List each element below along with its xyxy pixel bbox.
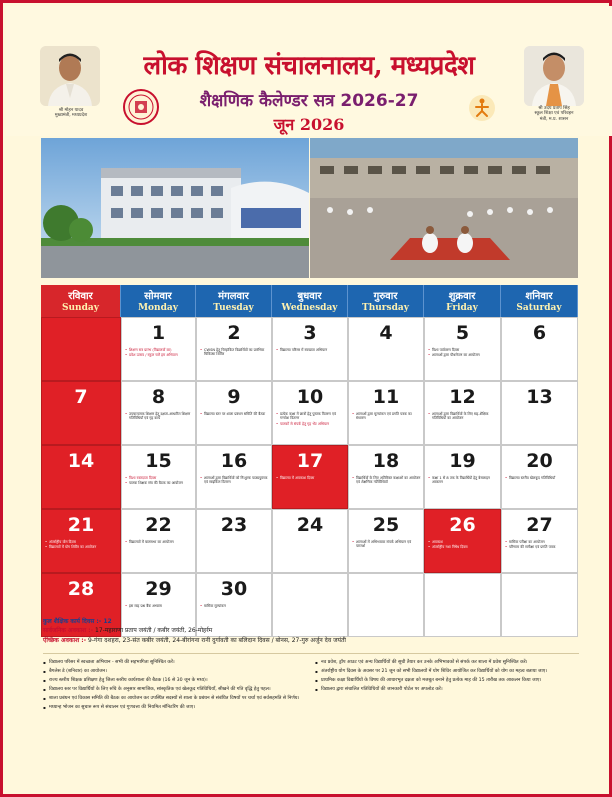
date-number: 22 [145, 514, 172, 536]
school-minister-portrait [524, 46, 584, 106]
day-header-saturday [501, 285, 578, 317]
date-number: 12 [449, 386, 476, 408]
date-cell-18[interactable] [348, 445, 424, 509]
date-number: 24 [296, 514, 324, 536]
event-item: • विश्व पर्यावरण दिवस [428, 348, 498, 352]
event-item: • शालाओं में अभिभावक संपर्क अभियान एवं परामर्श [352, 540, 421, 549]
date-cell-15[interactable] [121, 445, 196, 509]
event-item: • पालकों से संपर्क हेतु गृह भेंट अभियान [276, 422, 345, 426]
month-label: जून 2026 [273, 115, 345, 134]
event-list [276, 348, 345, 353]
event-item: • शिक्षण सत्र प्रारंभ (विद्यालयों का) [125, 348, 193, 352]
day-header-wednesday [272, 285, 348, 317]
date-number: 8 [151, 386, 166, 408]
school-building-photo [41, 138, 309, 278]
date-cell-3[interactable] [272, 317, 348, 381]
event-item: • CWSN हेतु चिन्हांकित विद्यार्थियों का प्रारंभिक चिकित्सा शिविर [200, 348, 269, 357]
date-number: 15 [145, 450, 172, 472]
event-list [352, 540, 421, 550]
summary-section [43, 617, 578, 645]
page-title: लोक शिक्षण संचालनालय, मध्यप्रदेश [143, 51, 475, 81]
date-number: 5 [455, 322, 470, 344]
event-item: • विद्यालय स्तर पर शाला प्रबंधन समिति की बैठक [200, 412, 269, 416]
optional-holidays-line [43, 636, 578, 645]
working-days-count: कुल शैक्षिक कार्य दिवस :- 12 [43, 618, 112, 625]
date-number: 4 [379, 322, 393, 344]
note-item: ▪ विद्यालय द्वारा संचालित गतिविधियों की जानकारी पोर्टल पर अपलोड करें। [315, 686, 577, 693]
date-cell-24[interactable] [272, 509, 348, 573]
public-holidays-line [43, 626, 578, 635]
date-cell-27[interactable] [501, 509, 578, 573]
note-item: ▪ बैगलेस डे (शनिवार) का आयोजन। [43, 668, 305, 675]
day-header-thursday [348, 285, 424, 317]
event-list [200, 604, 269, 609]
event-list [352, 412, 421, 422]
date-cell-5[interactable] [424, 317, 501, 381]
day-header-friday [424, 285, 501, 317]
date-cell-2[interactable] [196, 317, 272, 381]
date-number: 16 [220, 450, 248, 472]
date-number: 20 [526, 450, 553, 472]
event-item: • विद्यालय स्तरीय खेलकूद गतिविधियाँ [505, 476, 575, 480]
optional-holidays-text: 9-गंगा दशहरा, 23-संत कबीर जयंती, 24-बीरांगना रानी दुर्गावती का बलिदान दिवस / बोनस, 27-गुरु अर्जुन देव जयंती [88, 636, 346, 644]
event-item: • विद्यालय परिसर में स्वच्छता अभियान [276, 348, 345, 352]
date-cell-20[interactable] [501, 445, 578, 509]
date-cell-13[interactable] [501, 381, 578, 445]
page-header [6, 6, 612, 136]
event-item: • पालक शिक्षक संघ की बैठक का आयोजन [125, 481, 193, 485]
notes-section [43, 653, 579, 711]
event-item: • अंतर्राष्ट्रीय नशा निषेध दिवस [428, 545, 498, 549]
date-number: 17 [296, 450, 324, 472]
date-number: 7 [74, 386, 88, 408]
event-list [428, 540, 498, 551]
date-cell-19[interactable] [424, 445, 501, 509]
event-list [505, 476, 575, 481]
day-header-english: Monday [138, 303, 178, 313]
event-item: • परिणाम की समीक्षा एवं प्रगति पत्रक [505, 545, 575, 549]
day-header-hindi: सोमवार [144, 291, 172, 302]
date-cell-14[interactable] [41, 445, 121, 509]
day-header-hindi: गुरुवार [373, 291, 398, 302]
date-cell-26[interactable] [424, 509, 501, 573]
day-header-english: Thursday [362, 303, 409, 313]
event-list [45, 540, 118, 551]
date-cell-1[interactable] [121, 317, 196, 381]
date-cell-17[interactable] [272, 445, 348, 509]
note-item: ▪ मध्यान्ह भोजन का सुचारु रूप से संचालन एवं गुणवत्ता की नियमित मॉनिटरिंग की जाए। [43, 704, 305, 711]
event-list [352, 476, 421, 486]
notes-right-column [315, 659, 577, 695]
event-item: • प्रत्येक कक्षा में छात्रों हेतु पुस्तक वितरण एवं गणवेश वितरण [276, 412, 345, 421]
event-list [200, 348, 269, 358]
optional-holidays-label: ऐच्छिक अवकाश :- [43, 636, 87, 644]
event-list [125, 476, 193, 487]
day-header-hindi: रविवार [68, 291, 93, 302]
note-item: ▪ विद्यालय परिसर में स्वच्छता अभियान - सभी की सहभागिता सुनिश्चित करें। [43, 659, 305, 666]
date-cell-7[interactable] [41, 381, 121, 445]
note-item: ▪ शाला प्रबंधन एवं विकास समिति की बैठक का आयोजन कर उपस्थित सदस्यों से शाला के प्रबंधन से संबंधित विषयों पर चर्चा एवं सर्वसहमति से निर्णय। [43, 695, 305, 702]
date-number: 25 [372, 514, 400, 536]
event-list [125, 348, 193, 359]
date-number: 30 [220, 578, 248, 600]
date-cell-9[interactable] [196, 381, 272, 445]
event-item: • इस माह प्रश्न बैंक अभ्यास [125, 604, 193, 608]
date-number: 14 [67, 450, 95, 472]
note-item: ▪ विद्यालय स्तर पर विद्यार्थियों के लिए रुचि के अनुसार सामाजिक, सांस्कृतिक एवं खेलकूद गतिविधियाँ, सीखने की गति वृद्धि हेतु पहल। [43, 686, 305, 693]
event-item: • विद्यालयों में बालसभा का आयोजन [125, 540, 193, 544]
day-header-sunday [41, 285, 121, 317]
event-list [276, 476, 345, 481]
date-number: 29 [145, 578, 172, 600]
calendar-subtitle: शैक्षणिक कैलेण्डर सत्र 2026-27 [199, 91, 419, 111]
event-list [428, 412, 498, 422]
empty-date-cell [41, 317, 121, 381]
event-item: • अवकाश [428, 540, 498, 544]
date-number: 26 [449, 514, 476, 536]
date-number: 6 [532, 322, 547, 344]
date-number: 2 [227, 322, 241, 344]
event-item: • विश्व रक्तदाता दिवस [125, 476, 193, 480]
event-item: • शालाओं द्वारा विद्यार्थियों को निःशुल्क पाठ्यपुस्तक एवं साइकिल वितरण [200, 476, 269, 485]
date-number: 3 [303, 322, 317, 344]
date-number: 19 [449, 450, 476, 472]
event-item: • प्रवेश उत्सव / स्कूल चलें हम अभियान [125, 353, 193, 357]
date-cell-25[interactable] [348, 509, 424, 573]
notes-left-column [43, 659, 305, 713]
date-cell-10[interactable] [272, 381, 348, 445]
date-number: 21 [67, 514, 95, 536]
day-header-english: Sunday [62, 303, 99, 313]
day-header-hindi: शनिवार [525, 291, 553, 302]
event-item: • उपचारात्मक शिक्षण हेतु दक्षता-आधारित शिक्षण गतिविधियाँ एवं गृह कार्य [125, 412, 193, 421]
note-item: ▪ अंतर्राष्ट्रीय योग दिवस के अवसर पर 21 जून को सभी विद्यालयों में योग शिविर आयोजित कर विद्यार्थियों को योग का महत्व बताया जाए। [315, 668, 577, 675]
event-item: • विद्यालय में अवकाश दिवस [276, 476, 345, 480]
yoga-event-photo [310, 138, 578, 278]
date-number: 18 [372, 450, 400, 472]
event-list [276, 412, 345, 427]
date-cell-12[interactable] [424, 381, 501, 445]
date-cell-11[interactable] [348, 381, 424, 445]
event-item: • शालाओं द्वारा विद्यार्थियों के लिए सह-शैक्षिक गतिविधियों का आयोजन [428, 412, 498, 421]
event-list [428, 348, 498, 359]
date-cell-23[interactable] [196, 509, 272, 573]
day-header-hindi: शुक्रवार [448, 291, 476, 302]
date-cell-16[interactable] [196, 445, 272, 509]
public-holidays-text: 17-महाराणा प्रताप जयंती / कबीर जयंती, 26-मोहर्रम [95, 627, 213, 635]
date-number: 10 [296, 386, 324, 408]
date-cell-8[interactable] [121, 381, 196, 445]
date-number: 13 [526, 386, 553, 408]
day-header-tuesday [196, 285, 272, 317]
date-number: 23 [220, 514, 248, 536]
day-header-english: Wednesday [281, 303, 338, 313]
public-holidays-label: सार्वजनिक अवकाश :- [43, 627, 94, 635]
day-header-english: Tuesday [213, 303, 254, 313]
note-item: ▪ नव प्रवेश, ड्रॉप आउट एवं अन्य विद्यार्थियों की सूची तैयार कर उनके अभिभावकों से संपर्क कर शाला में प्रवेश सुनिश्चित करें। [315, 659, 577, 666]
event-list [200, 476, 269, 486]
note-item: ▪ राज्य स्तरीय शिक्षक प्रशिक्षण हेतु जिला स्तरीय कार्यशाला की बैठक (16 से 30 जून के मध्य)। [43, 677, 305, 684]
date-cell-22[interactable] [121, 509, 196, 573]
event-list [125, 604, 193, 609]
left-person-caption: श्री मोहन यादव मुख्यमंत्री, मध्यप्रदेश [54, 108, 88, 119]
note-item: ▪ प्राथमिक कक्षा विद्यार्थियों के विषय की आधारभूत दक्षता को मजबूत बनाने हेतु प्रत्येक माह की 15 तारीख तक आकलन किया जाए। [315, 677, 577, 684]
event-item: • विद्यालयों में योग शिविर का आयोजन [45, 545, 118, 549]
event-list [125, 540, 193, 545]
event-item: • विद्यार्थियों के लिए अतिरिक्त कक्षाओं का आयोजन एवं शैक्षणिक गतिविधियाँ [352, 476, 421, 485]
event-list [428, 476, 498, 486]
event-item: • शालाओं द्वारा पौधरोपण का आयोजन [428, 353, 498, 357]
date-number: 28 [67, 578, 95, 600]
event-item: • कक्षा 1 से 8 तक के विद्यार्थियों हेतु बेसलाइन आकलन [428, 476, 498, 485]
date-number: 1 [151, 322, 166, 344]
chief-minister-portrait [40, 46, 100, 106]
date-number: 27 [526, 514, 553, 536]
day-header-hindi: बुधवार [297, 291, 322, 302]
event-item: • अंतर्राष्ट्रीय योग दिवस [45, 540, 118, 544]
event-item: • शालाओं द्वारा मूल्यांकन एवं प्रगति पत्रक का संधारण [352, 412, 421, 421]
event-list [125, 412, 193, 422]
date-number: 11 [372, 386, 400, 408]
date-cell-6[interactable] [501, 317, 578, 381]
day-header-monday [121, 285, 196, 317]
event-list [505, 540, 575, 551]
day-header-english: Saturday [516, 303, 562, 313]
right-person-caption: श्री उदय प्रताप सिंह स्कूल शिक्षा एवं परिवहन मंत्री, म.प्र. शासन [534, 106, 574, 122]
event-item: • मासिक मूल्यांकन [200, 604, 269, 608]
date-number: 9 [227, 386, 241, 408]
event-list [200, 412, 269, 417]
date-cell-21[interactable] [41, 509, 121, 573]
event-item: • मासिक परीक्षा का आयोजन [505, 540, 575, 544]
date-cell-4[interactable] [348, 317, 424, 381]
day-header-hindi: मंगलवार [218, 291, 249, 302]
day-header-english: Friday [446, 303, 478, 313]
